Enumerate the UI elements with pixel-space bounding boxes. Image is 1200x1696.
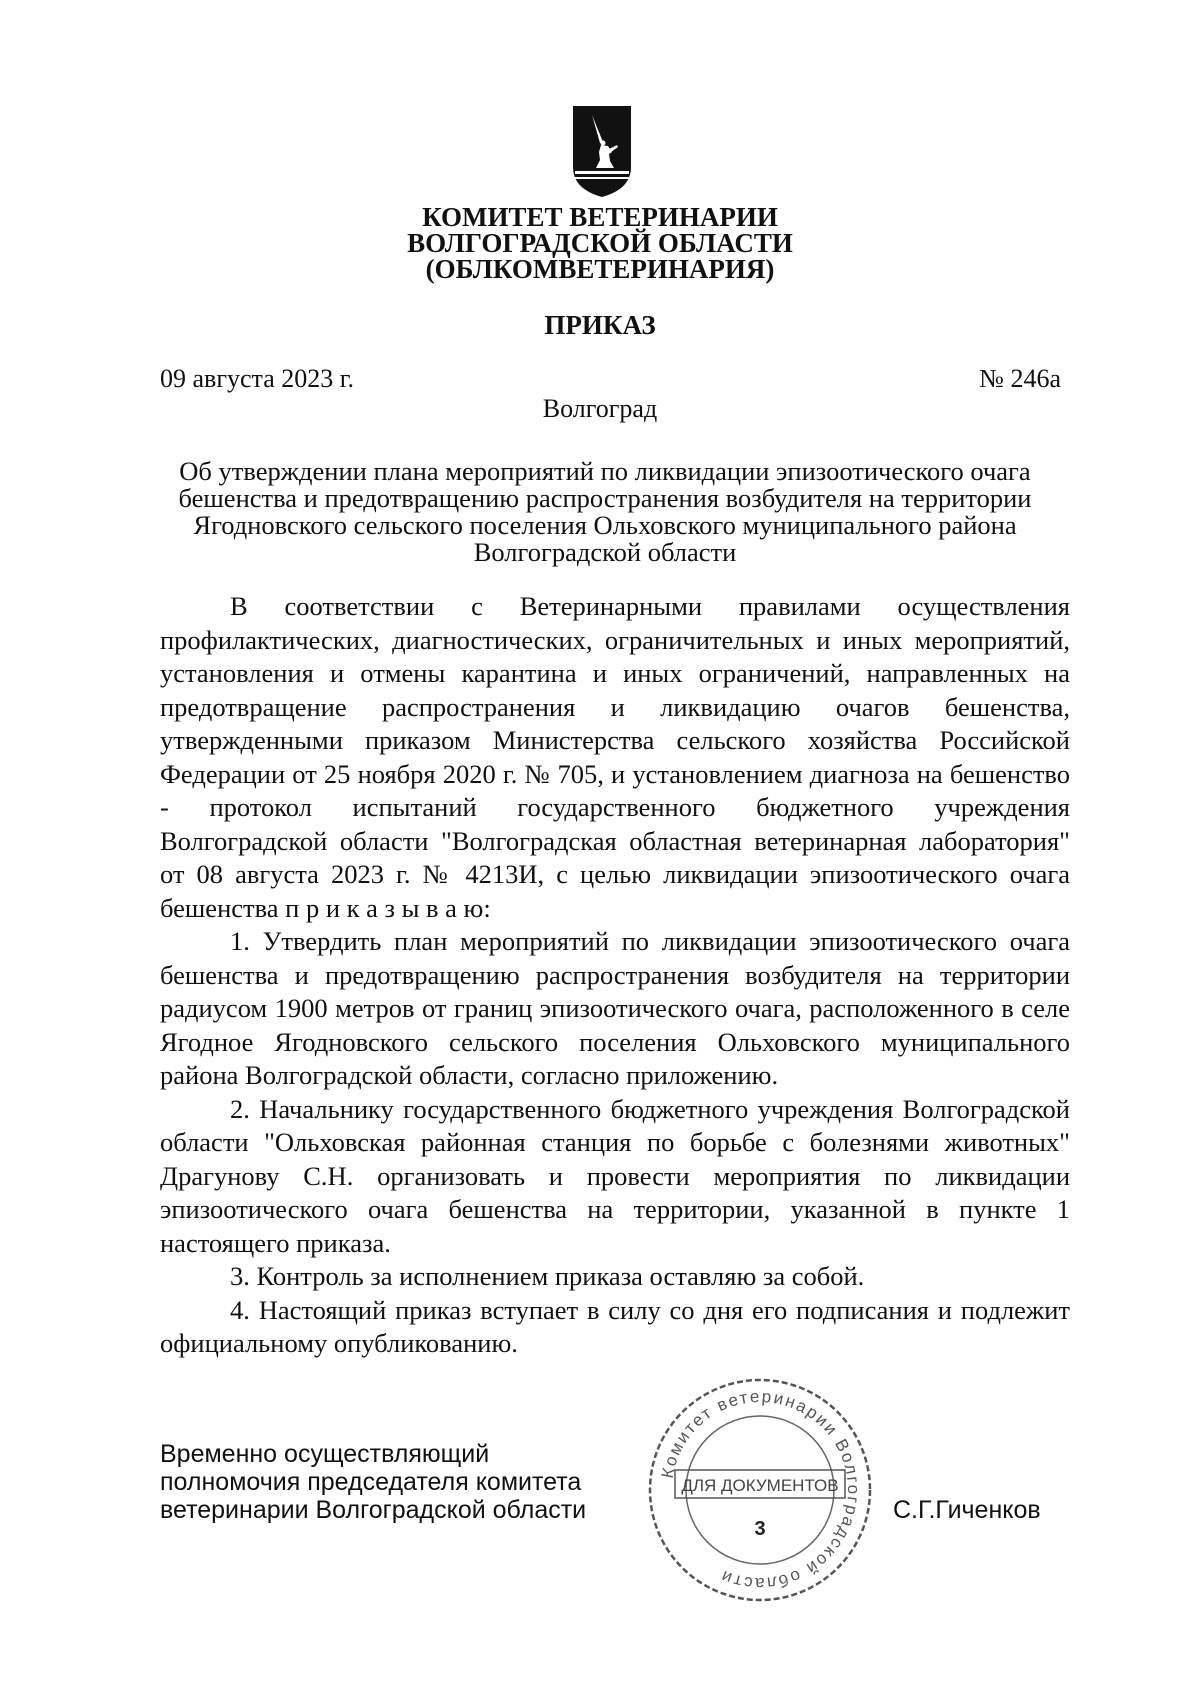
signatory-name: С.Г.Гиченков [893,1496,1041,1524]
signatory-title-line: полномочия председателя комитета [160,1468,582,1496]
document-city: Волгоград [542,394,658,423]
org-name-line1: КОМИТЕТ ВЕТЕРИНАРИИ [422,202,778,232]
stamp-number: 3 [754,1518,766,1540]
subject-line: бешенства и предотвращению распространения возбудителя на территории [178,483,1032,513]
document-body [160,590,1070,1361]
org-name-line2: ВОЛГОГРАДСКОЙ ОБЛАСТИ [407,228,793,258]
signatory-title [160,1440,586,1524]
subject-line: Об утверждении плана мероприятий по ликвидации эпизоотического очага [179,456,1031,486]
document-date: 09 августа 2023 г. [160,364,354,393]
body-item-3: 3. Контроль за исполнением приказа оставляю за собой. [230,1261,865,1291]
stamp-center-text: ДЛЯ ДОКУМЕНТОВ [681,1476,839,1495]
volgograd-emblem-icon [572,105,632,198]
body-item-2: 2. Начальнику государственного бюджетного учреждения Волгоградской области "Ольховская районная станция по борьбе с болезнями животных" Драгунову С.Н. организовать и провести мероприятия по ликвидации эпизоотического очага бешенства на территории, указанной в пункте 1 настоящего приказа. [160,1093,1070,1258]
stamp-ring-text: Комитет ветеринарии Волгоградской области [657,1386,864,1594]
signatory-title-line: Временно осуществляющий [160,1440,490,1468]
org-name-line3: (ОБЛКОМВЕТЕРИНАРИЯ) [425,254,775,284]
document-number: № 246а [979,364,1061,393]
document-subject [150,458,1060,566]
subject-line: Ягодновского сельского поселения Ольховского муниципального района [193,510,1017,540]
body-item-4: 4. Настоящий приказ вступает в силу со дня его подписания и подлежит официальному опубликованию. [160,1294,1070,1358]
body-item-1: 1. Утвердить план мероприятий по ликвидации эпизоотического очага бешенства и предотвращению распространения возбудителя на территории радиусом 1900 метров от границ эпизоотического очага, расположенного в селе Ягодное Ягодновского сельского поселения Ольховского муниципального района Волгоградской области, согласно приложению. [160,926,1070,1090]
official-stamp [645,1375,875,1605]
body-preamble: В соответствии с Ветеринарными правилами осуществления профилактических, диагностических, ограничительных и иных мероприятий, установления и отмены карантина и иных ограничений, направленных на предотвращение распространения и ликвидацию очагов бешенства, утвержденными приказом Министерства сельского хозяйства Российской Федерации от 25 ноября 2020 г. № 705, и установлением диагноза на бешенство - протокол испытаний государственного бюджетного учреждения Волгоградской области "Волгоградская областная ветеринарная лаборатория" от 08 августа 2023 г. № 4213И, с целью ликвидации эпизоотического очага бешенства п р и к а з ы в а ю: [160,591,1070,923]
subject-line: Волгоградской области [473,537,737,567]
document-type: ПРИКАЗ [544,310,656,340]
signatory-title-line: ветеринарии Волгоградской области [160,1496,587,1524]
